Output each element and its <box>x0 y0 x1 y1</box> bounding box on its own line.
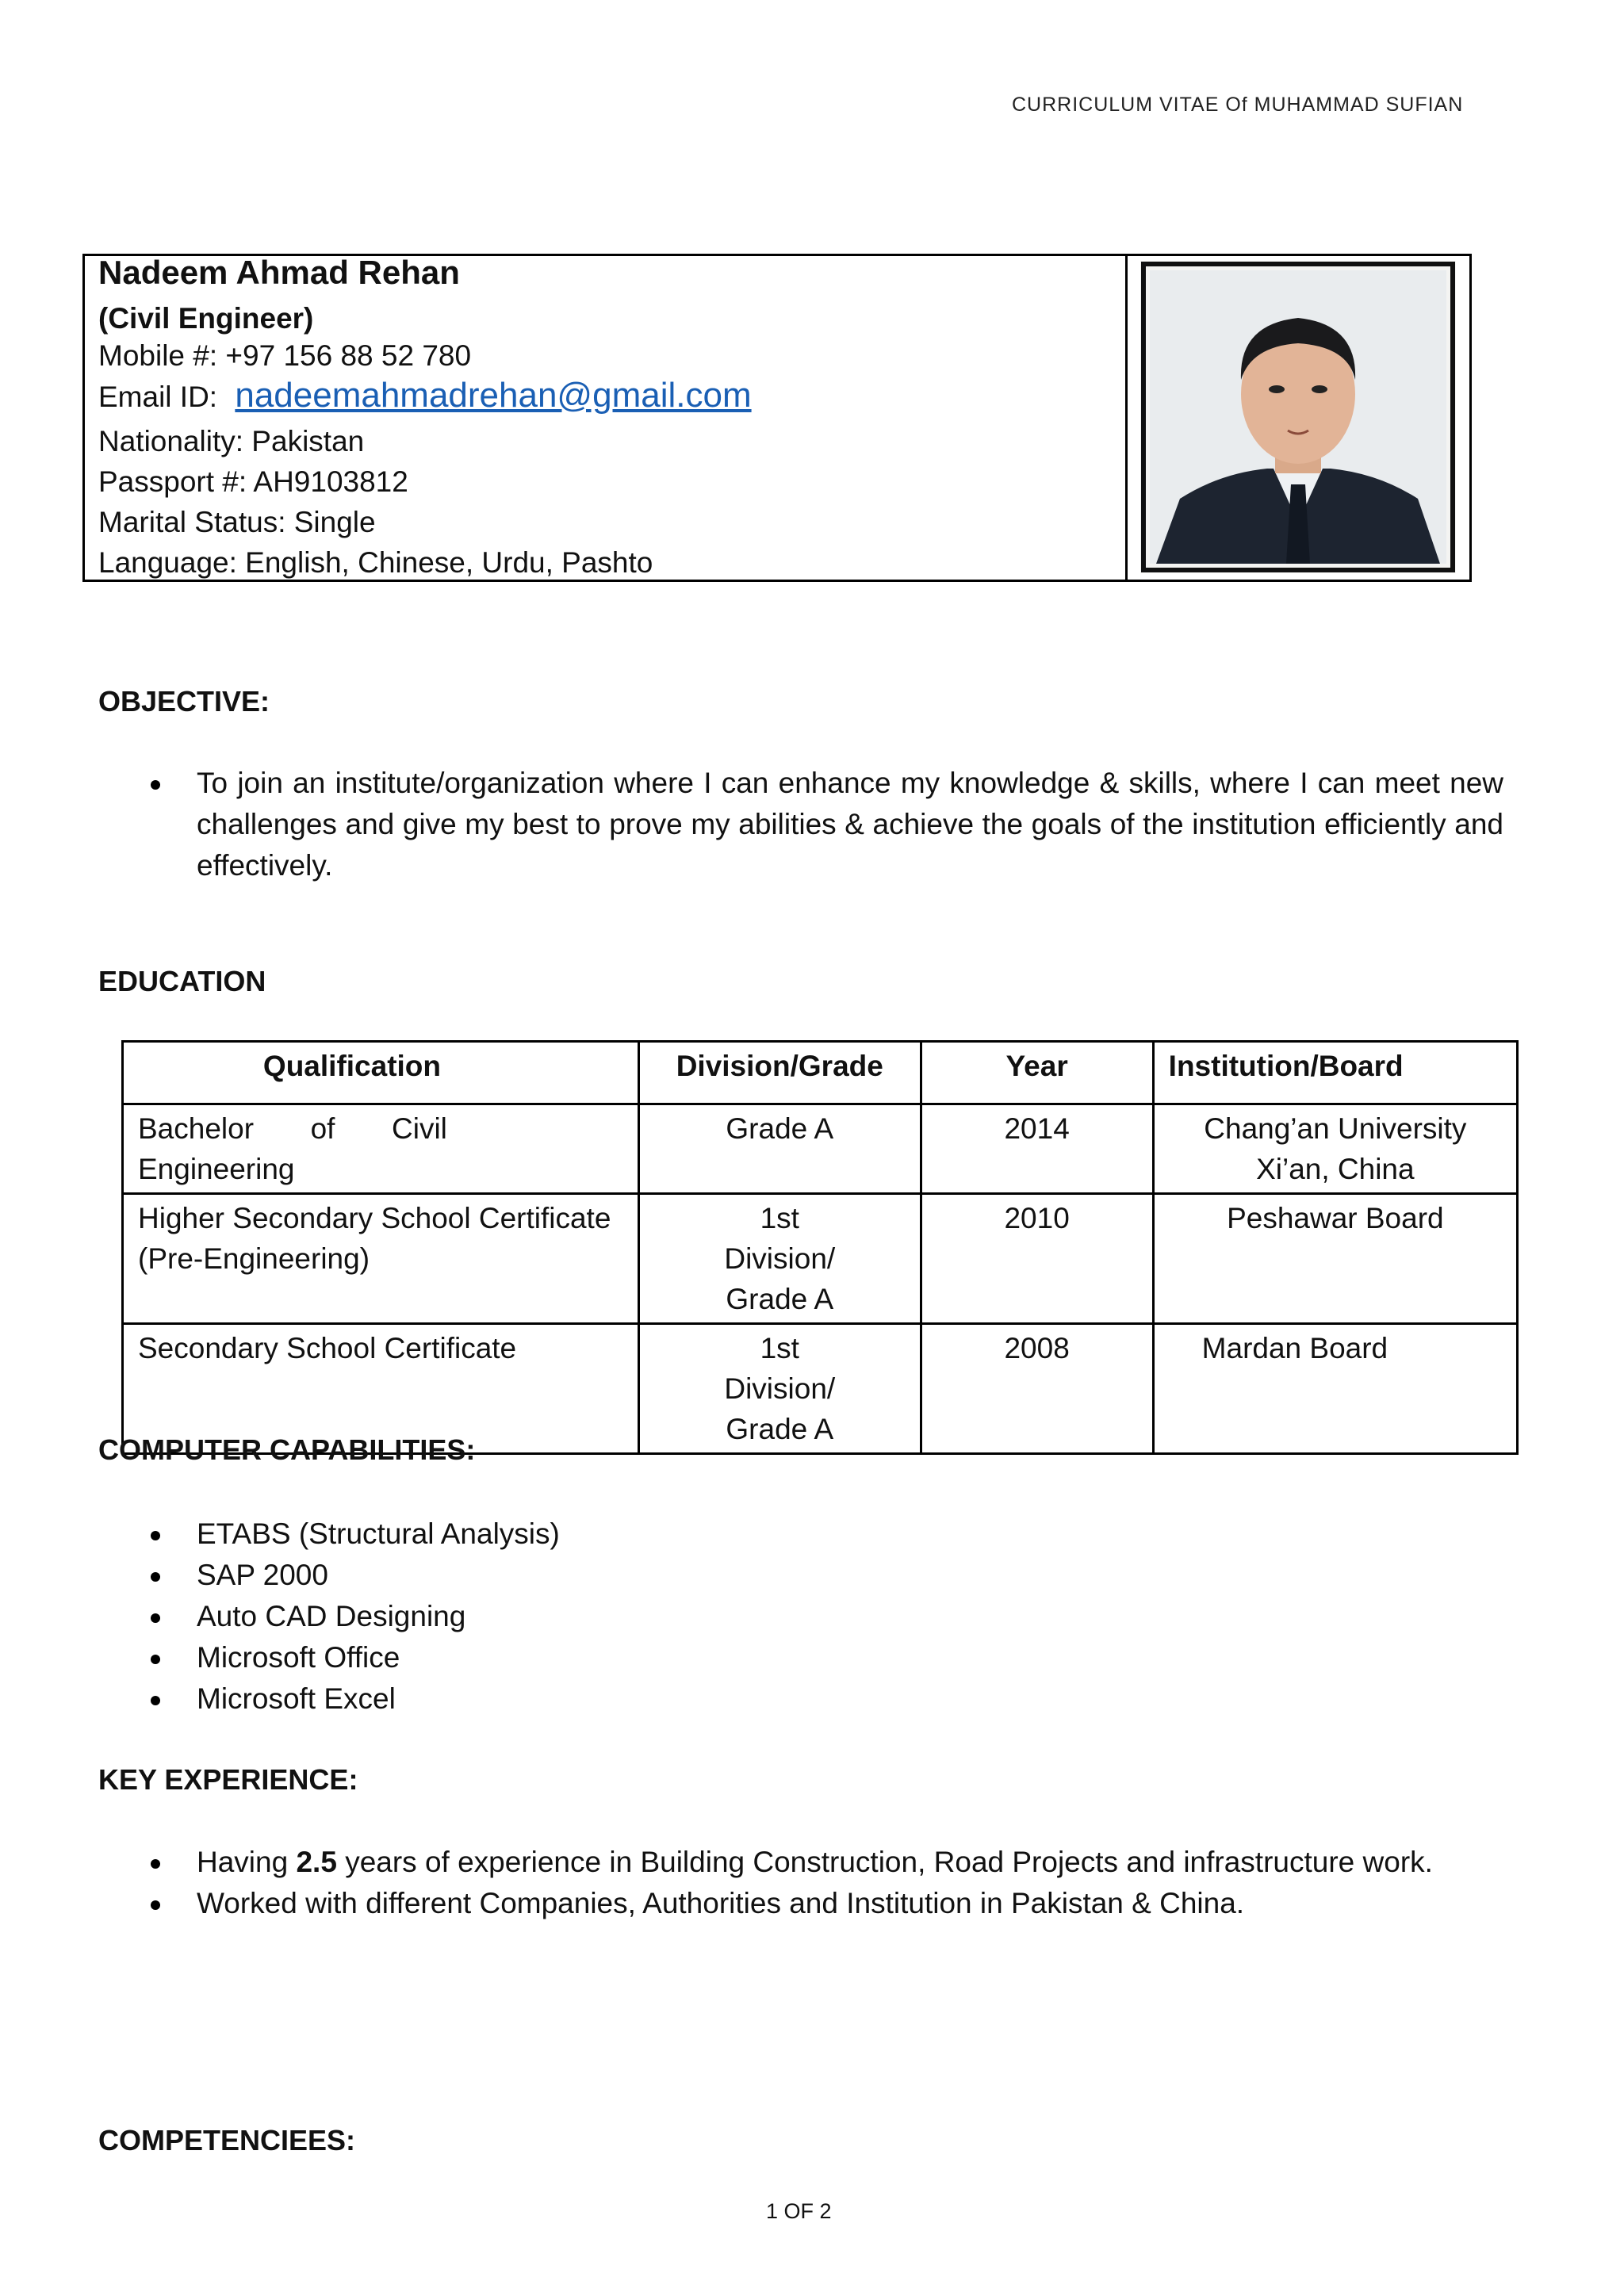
list-item <box>147 1842 1433 1883</box>
qualification-cell: Bachelor of Civil Engineering <box>123 1104 639 1194</box>
list-item: ETABS (Structural Analysis) <box>147 1513 560 1555</box>
institution-cell: Peshawar Board <box>1153 1194 1517 1324</box>
column-header-institution: Institution/Board <box>1153 1042 1517 1104</box>
key-experience-list <box>147 1842 1433 1924</box>
year-cell: 2010 <box>921 1194 1153 1324</box>
marital-status: Marital Status: Single <box>98 506 376 538</box>
experience-text-pre: Having <box>197 1846 289 1878</box>
experience-text-post: years of experience in Building Construction, Road Projects and infrastructure work. <box>345 1846 1433 1878</box>
objective-text: To join an institute/organization where I can enhance my knowledge & skills, where I can meet new challenges and give my best to prove my abilities & achieve the goals of the institution efficiently and effectively. <box>147 763 1503 886</box>
page-number: 1 OF 2 <box>766 2199 832 2223</box>
column-header-qualification: Qualification <box>123 1042 639 1104</box>
candidate-name: Nadeem Ahmad Rehan <box>98 254 460 291</box>
email-row <box>98 376 752 415</box>
list-item: Microsoft Excel <box>147 1678 560 1720</box>
computer-capabilities-list <box>147 1513 560 1720</box>
list-item: Auto CAD Designing <box>147 1596 560 1637</box>
list-item: SAP 2000 <box>147 1555 560 1596</box>
column-header-grade: Division/Grade <box>638 1042 921 1104</box>
computer-capabilities-heading: COMPUTER CAPABILITIES: <box>98 1433 476 1466</box>
objective-heading: OBJECTIVE: <box>98 685 270 718</box>
candidate-role: (Civil Engineer) <box>98 302 314 335</box>
grade-cell: 1st Division/ Grade A <box>638 1194 921 1324</box>
objective-list <box>147 763 1503 886</box>
education-table <box>121 1040 1519 1455</box>
grade-cell: 1st Division/ Grade A <box>638 1324 921 1454</box>
column-header-year: Year <box>921 1042 1153 1104</box>
languages: Language: English, Chinese, Urdu, Pashto <box>98 546 653 579</box>
table-row <box>123 1104 1518 1194</box>
competencies-heading: COMPETENCIEES: <box>98 2124 356 2156</box>
email-label: Email ID: <box>98 381 218 413</box>
key-experience-heading: KEY EXPERIENCE: <box>98 1763 358 1796</box>
year-cell: 2008 <box>921 1324 1153 1454</box>
passport-number: Passport #: AH9103812 <box>98 465 408 498</box>
institution-cell: Mardan Board <box>1153 1324 1517 1454</box>
document-header-title: CURRICULUM VITAE Of MUHAMMAD SUFIAN <box>1012 94 1464 116</box>
experience-years: 2.5 <box>296 1846 337 1878</box>
table-row <box>123 1194 1518 1324</box>
qualification-cell: Secondary School Certificate <box>123 1324 639 1454</box>
qualification-cell: Higher Secondary School Certificate (Pre-Engineering) <box>123 1194 639 1324</box>
year-cell: 2014 <box>921 1104 1153 1194</box>
education-heading: EDUCATION <box>98 965 266 997</box>
email-link[interactable]: nadeemahmadrehan@gmail.com <box>235 376 752 415</box>
list-item: Worked with different Companies, Authorities and Institution in Pakistan & China. <box>147 1883 1433 1924</box>
profile-photo <box>1140 261 1456 573</box>
table-header-row <box>123 1042 1518 1104</box>
institution-cell: Chang’an University Xi’an, China <box>1153 1104 1517 1194</box>
nationality: Nationality: Pakistan <box>98 425 365 457</box>
mobile-number: Mobile #: +97 156 88 52 780 <box>98 339 472 372</box>
photo-cell <box>1125 256 1469 580</box>
grade-cell: Grade A <box>638 1104 921 1194</box>
list-item: Microsoft Office <box>147 1637 560 1678</box>
